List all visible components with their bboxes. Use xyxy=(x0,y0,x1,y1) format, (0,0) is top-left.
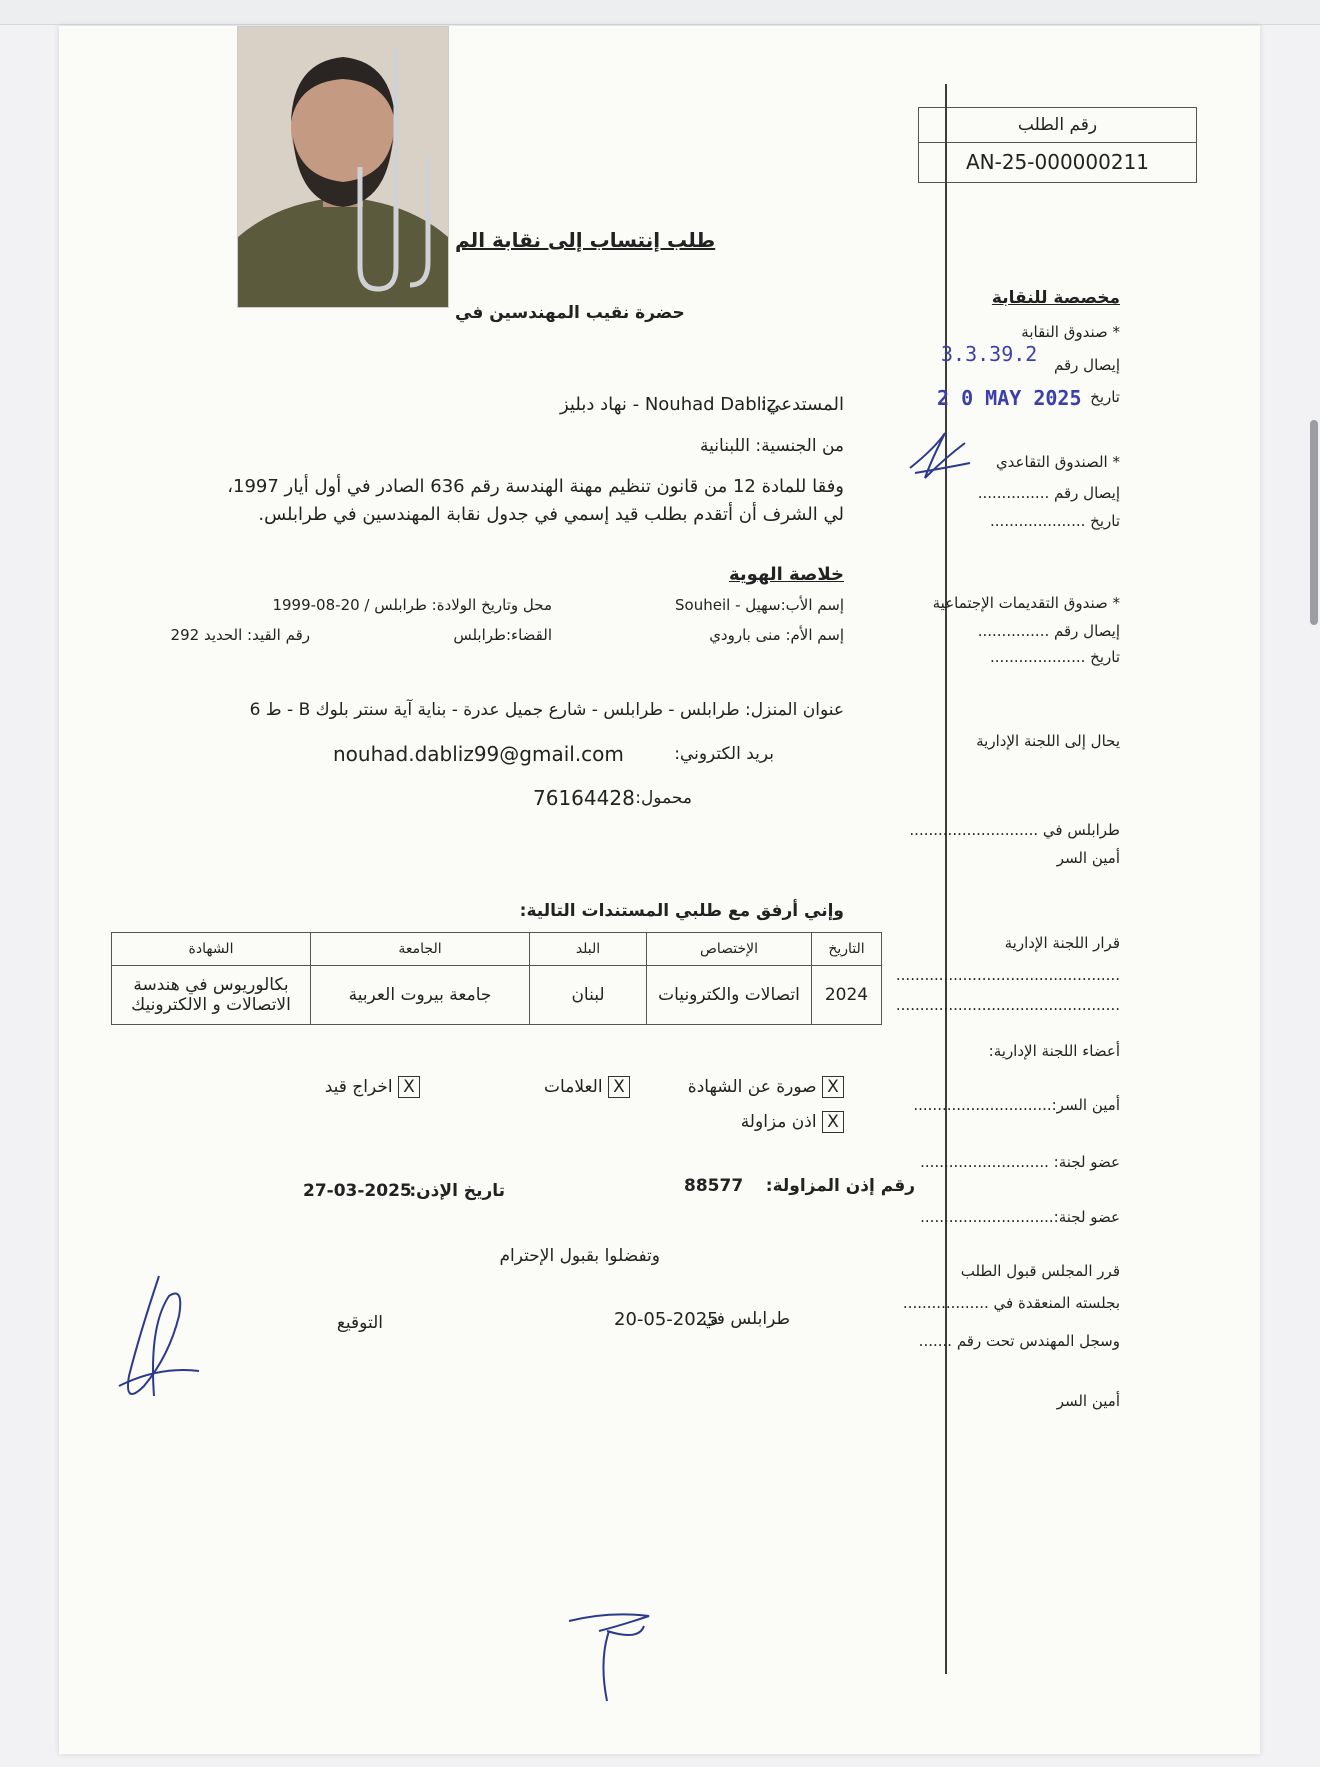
request-number-value: AN-25-000000211 xyxy=(965,150,1150,174)
birth-place-date: محل وتاريخ الولادة: طرابلس / 20-08-1999 xyxy=(272,596,552,614)
sidebar-session: بجلسته المنعقدة في .................. xyxy=(902,1294,1120,1312)
cell-specialty: اتصالات والكترونيات xyxy=(647,966,812,1025)
sidebar-social-receipt: إيصال رقم ............... xyxy=(977,622,1120,640)
request-number-box xyxy=(918,107,1197,183)
mobile-label: محمول: xyxy=(635,788,692,808)
place-date-label: طرابلس في xyxy=(702,1309,790,1329)
cell-university: جامعة بيروت العربية xyxy=(311,966,530,1025)
home-address: عنوان المنزل: طرابلس - طرابلس - شارع جميل عدرة - بناية آية سنتر بلوك B - ط 6 xyxy=(249,700,844,720)
sidebar-secretary-line: أمين السر:............................. xyxy=(913,1096,1120,1114)
sidebar-member-1: عضو لجنة: ........................... xyxy=(920,1153,1120,1171)
cell-date: 2024 xyxy=(812,966,882,1025)
column-header: البلد xyxy=(530,933,647,966)
table-header-row xyxy=(112,933,882,966)
attach-certificate-label: صورة عن الشهادة xyxy=(687,1077,817,1097)
initials-mark xyxy=(905,428,975,488)
sidebar-member-2: عضو لجنة:............................ xyxy=(920,1208,1120,1226)
sidebar-social-fund: * صندوق التقديمات الإجتماعية xyxy=(932,594,1120,612)
vertical-scrollbar[interactable] xyxy=(1310,420,1318,625)
email-label: بريد الكتروني: xyxy=(674,744,774,764)
signature-label: التوقيع xyxy=(336,1313,383,1333)
sidebar-social-date: تاريخ .................... xyxy=(990,648,1120,666)
documents-table xyxy=(111,932,882,1025)
registry-number: رقم القيد: الحديد 292 xyxy=(170,626,310,644)
official-signature xyxy=(559,1601,669,1711)
request-number-label: رقم الطلب xyxy=(919,108,1196,143)
sidebar-dots-1: ............................................... xyxy=(895,966,1120,984)
table-row xyxy=(112,966,882,1025)
form-title: طلب إنتساب إلى نقابة الم xyxy=(455,228,716,252)
sidebar-refer-admin: يحال إلى اللجنة الإدارية xyxy=(976,732,1120,750)
sidebar-fund-union: * صندوق النقابة xyxy=(1021,323,1120,341)
sidebar-tripoli-in: طرابلس في ........................... xyxy=(909,821,1120,839)
closing-regards: وتفضلوا بقبول الإحترام xyxy=(499,1246,660,1266)
applicant-value: نهاد دبليز - Nouhad Dabliz xyxy=(560,394,777,415)
checkbox-grades[interactable]: X xyxy=(608,1076,630,1098)
sidebar-secretary-final: أمين السر xyxy=(1056,1392,1120,1410)
attach-registry xyxy=(325,1076,420,1098)
checkbox-permit[interactable]: X xyxy=(822,1111,844,1133)
sidebar-registered: وسجل المهندس تحت رقم ....... xyxy=(918,1332,1120,1350)
closing-date: 20-05-2025 xyxy=(614,1309,719,1330)
addressee: حضرة نقيب المهندسين في xyxy=(455,303,685,323)
viewer-toolbar xyxy=(0,0,1320,25)
column-header: الشهادة xyxy=(112,933,311,966)
checkbox-certificate[interactable]: X xyxy=(822,1076,844,1098)
district: القضاء:طرابلس xyxy=(453,626,552,644)
receipt-stamp: 3.3.39.2 xyxy=(941,342,1038,366)
document-page xyxy=(59,26,1260,1754)
sidebar-admin-decision: قرار اللجنة الإدارية xyxy=(1004,934,1120,952)
applicant-photo xyxy=(237,26,449,308)
sidebar-council-decision: قرر المجلس قبول الطلب xyxy=(960,1262,1120,1280)
applicant-label: المستدعي: xyxy=(760,394,844,415)
attach-grades-label: العلامات xyxy=(544,1077,603,1097)
attach-registry-label: اخراج قيد xyxy=(324,1077,393,1097)
checkbox-registry[interactable]: X xyxy=(398,1076,420,1098)
nationality: من الجنسية: اللبنانية xyxy=(700,436,844,456)
sidebar-retirement-date: تاريخ .................... xyxy=(990,512,1120,530)
mother-name: إسم الأم: منى بارودي xyxy=(709,626,844,644)
attach-certificate xyxy=(688,1076,844,1098)
column-header: التاريخ xyxy=(812,933,882,966)
permit-number-label: رقم إذن المزاولة: xyxy=(765,1176,915,1196)
column-header: الإختصاص xyxy=(647,933,812,966)
permit-date: 27-03-2025 xyxy=(303,1181,412,1201)
sidebar-secretary: أمين السر xyxy=(1056,849,1120,867)
permit-date-label: تاريخ الإذن: xyxy=(409,1181,505,1201)
attach-grades xyxy=(544,1076,630,1098)
column-header: الجامعة xyxy=(311,933,530,966)
sidebar-retirement-fund: * الصندوق التقاعدي xyxy=(995,453,1120,471)
permit-number: 88577 xyxy=(684,1176,744,1196)
applicant-signature xyxy=(99,1256,209,1416)
sidebar-date-label: تاريخ xyxy=(1090,388,1120,406)
cell-degree: بكالوريوس في هندسة الاتصالات و الالكترونيك xyxy=(112,966,311,1025)
documents-heading: وإني أرفق مع طلبي المستندات التالية: xyxy=(519,901,844,921)
cell-country: لبنان xyxy=(530,966,647,1025)
father-name: إسم الأب:سهيل - Souheil xyxy=(675,596,844,614)
sidebar-receipt-label: إيصال رقم xyxy=(1054,356,1120,374)
sidebar-dots-2: ............................................... xyxy=(895,996,1120,1014)
email-value: nouhad.dabliz99@gmail.com xyxy=(333,742,624,766)
date-stamp: 2 0 MAY 2025 xyxy=(937,386,1082,410)
column-divider xyxy=(945,84,947,1674)
mobile-value: 76164428 xyxy=(533,786,635,810)
sidebar-admin-members: أعضاء اللجنة الإدارية: xyxy=(988,1042,1120,1060)
paragraph-line-2: لي الشرف أن أتقدم بطلب قيد إسمي في جدول نقابة المهندسين في طرابلس. xyxy=(258,504,844,525)
sidebar-retirement-receipt: إيصال رقم ............... xyxy=(977,484,1120,502)
attach-permit xyxy=(741,1111,844,1133)
attach-permit-label: اذن مزاولة xyxy=(740,1112,817,1132)
sidebar-reserved: مخصصة للنقابة xyxy=(991,288,1120,308)
identity-heading: خلاصة الهوية xyxy=(729,564,844,585)
paragraph-line-1: وفقا للمادة 12 من قانون تنظيم مهنة الهندسة رقم 636 الصادر في أول أيار 1997، xyxy=(227,476,844,497)
